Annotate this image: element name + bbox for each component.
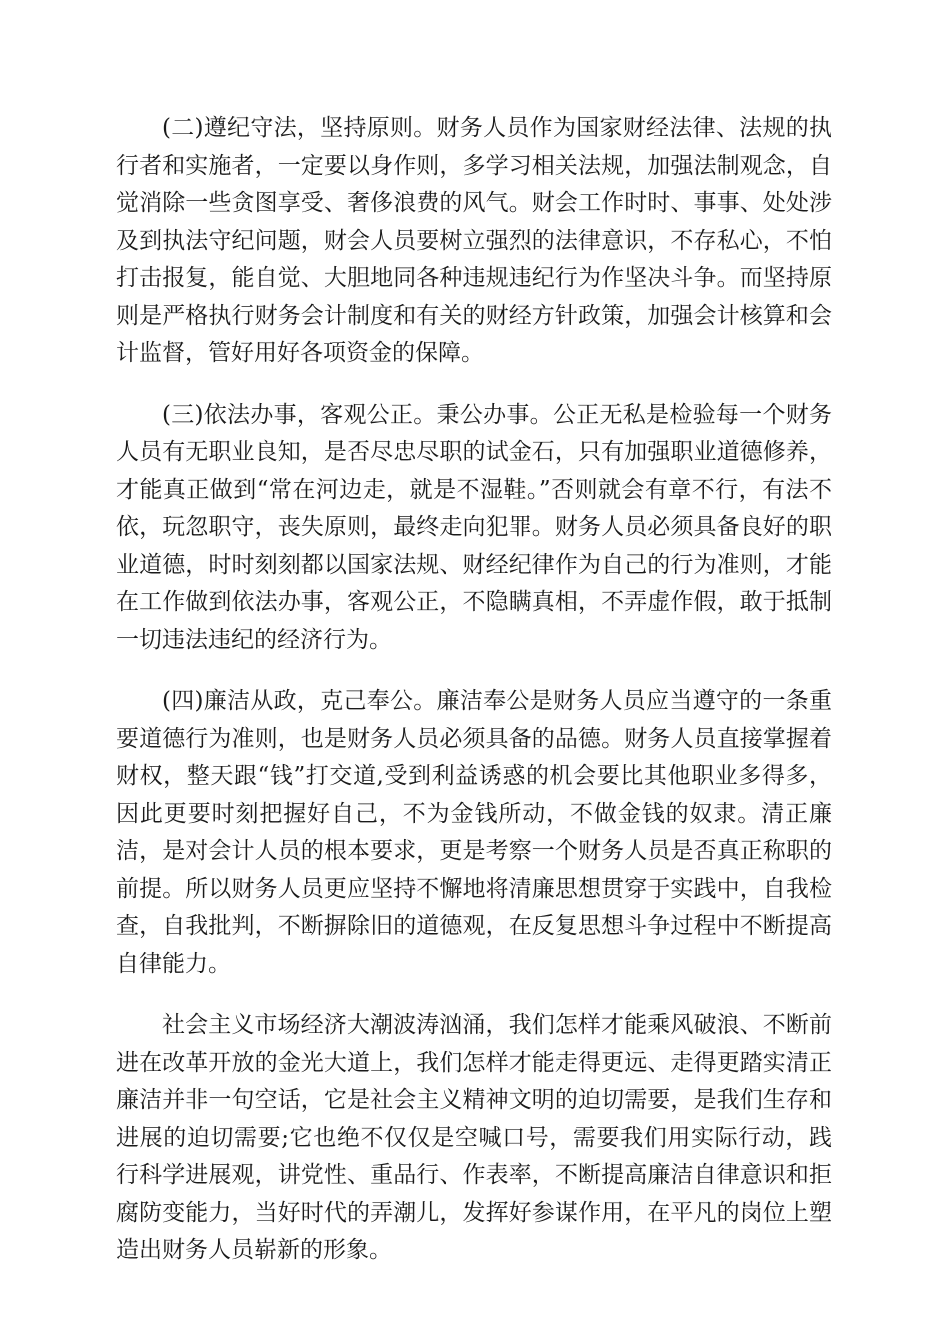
paragraph-4-integrity: (四)廉洁从政，克己奉公。廉洁奉公是财务人员应当遵守的一条重要道德行为准则，也是财务人员必须具备的品德。财务人员直接掌握着财权，整天跟“钱”打交道,受到利益诱惑的机会要比其他职业多得多，因此更要时刻把握好自己，不为金钱所动，不做金钱的奴隶。清正廉洁，是对会计人员的根本要求，更是考察一个财务人员是否真正称职的前提。所以财务人员更应坚持不懈地将清廉思想贯穿于实践中，自我检查，自我批判，不断摒除旧的道德观，在反复思想斗争过程中不断提高自律能力。 [116, 688, 832, 977]
paragraph-conclusion: 社会主义市场经济大潮波涛汹涌，我们怎样才能乘风破浪、不断前进在改革开放的金光大道上，我们怎样才能走得更远、走得更踏实清正廉洁并非一句空话，它是社会主义精神文明的迫切需要，是我们生存和进展的迫切需要;它也绝不仅仅是空喊口号，需要我们用实际行动，践行科学进展观，讲党性、重品行、作表率，不断提高廉洁自律意识和拒腐防变能力，当好时代的弄潮儿，发挥好参谋作用，在平凡的岗位上塑造出财务人员崭新的形象。 [116, 1012, 832, 1263]
paragraph-2-law-abiding: (二)遵纪守法，坚持原则。财务人员作为国家财经法律、法规的执行者和实施者，一定要以身作则，多学习相关法规，加强法制观念，自觉消除一些贪图享受、奢侈浪费的风气。财会工作时时、事事、处处涉及到执法守纪问题，财会人员要树立强烈的法律意识，不存私心，不怕打击报复，能自觉、大胆地同各种违规违纪行为作坚决斗争。而坚持原则是严格执行财务会计制度和有关的财经方针政策，加强会计核算和会计监督，管好用好各项资金的保障。 [116, 115, 832, 366]
document-body [116, 110, 832, 1270]
paragraph-3-impartiality: (三)依法办事，客观公正。秉公办事。公正无私是检验每一个财务人员有无职业良知，是否尽忠尽职的试金石，只有加强职业道德修养，才能真正做到“常在河边走，就是不湿鞋。”否则就会有章不行，有法不依，玩忽职守，丧失原则，最终走向犯罪。财务人员必须具备良好的职业道德，时时刻刻都以国家法规、财经纪律作为自己的行为准则，才能在工作做到依法办事，客观公正，不隐瞒真相，不弄虚作假，敢于抵制一切违法违纪的经济行为。 [116, 401, 832, 653]
